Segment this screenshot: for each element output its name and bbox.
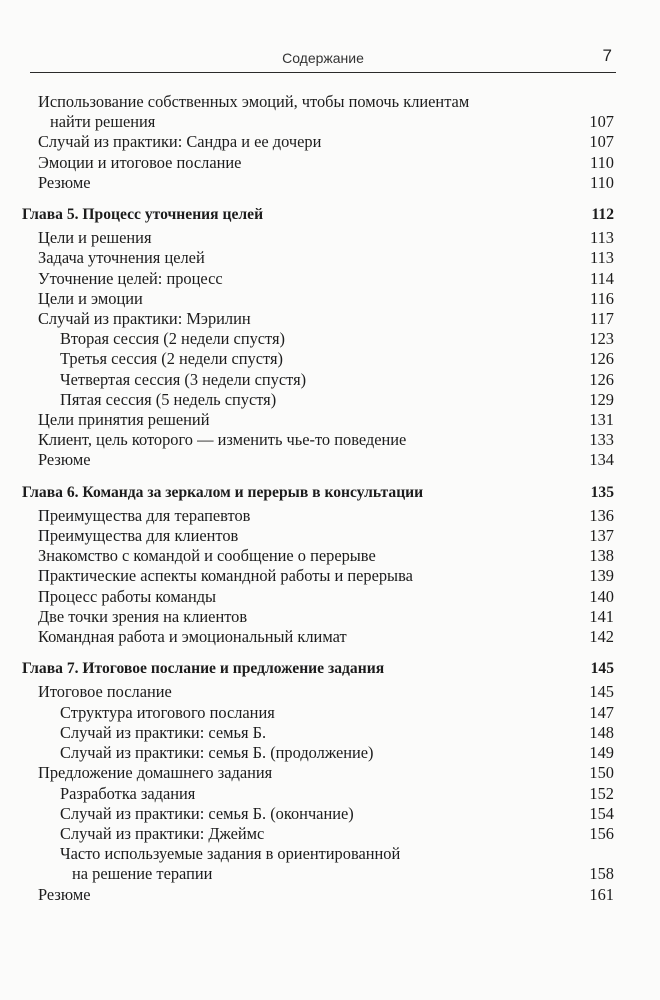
- toc-entry[interactable]: [22, 450, 614, 470]
- toc-entry[interactable]: [22, 546, 614, 566]
- toc-entry-page: 113: [590, 248, 614, 268]
- toc-subentry-page: 154: [589, 803, 614, 823]
- toc-subentry-label: Структура итогового послания: [60, 702, 275, 722]
- toc-entry-label-continued: найти решения: [50, 112, 156, 132]
- toc-entry-label: Использование собственных эмоций, чтобы помочь клиентам: [38, 92, 470, 111]
- toc-entry-page: 110: [590, 152, 614, 172]
- toc-entry-page: 107: [589, 132, 614, 152]
- toc-entry-label: Командная работа и эмоциональный климат: [38, 627, 347, 647]
- toc-entry-label: Уточнение целей: процесс: [38, 268, 223, 288]
- toc-entry-label: Резюме: [38, 884, 91, 904]
- toc-entry[interactable]: [22, 410, 614, 430]
- toc-entry-page: 138: [589, 546, 614, 566]
- toc-entry-page: 140: [589, 586, 614, 606]
- toc-entry-label: Случай из практики: Мэрилин: [38, 309, 251, 329]
- toc-entry-label: Резюме: [38, 450, 91, 470]
- toc-subentry[interactable]: [22, 784, 614, 804]
- toc-subentry-label: Часто используемые задания в ориентированной: [60, 844, 401, 864]
- toc-subentry-page: 158: [589, 864, 614, 884]
- toc-entry[interactable]: [22, 248, 614, 268]
- toc-entry-page: 107: [589, 112, 614, 132]
- toc-entry-label: Процесс работы команды: [38, 586, 217, 606]
- toc-subentry[interactable]: [22, 743, 614, 763]
- toc-entry-page: 139: [589, 566, 614, 586]
- toc-entry[interactable]: [22, 566, 614, 586]
- toc-entry[interactable]: [22, 173, 614, 193]
- toc-subentry[interactable]: [22, 824, 614, 844]
- toc-subentry-label: Случай из практики: Джеймс: [60, 823, 265, 843]
- toc-entry-page: 134: [589, 450, 614, 470]
- toc-subentry-label-continued: на решение терапии: [72, 864, 213, 884]
- toc-entry-label: Резюме: [38, 172, 91, 192]
- toc-entry-page: 142: [589, 627, 614, 647]
- toc-entry[interactable]: [22, 607, 614, 627]
- toc-entry-label: Две точки зрения на клиентов: [38, 606, 248, 626]
- toc-entry-label: Преимущества для клиентов: [38, 526, 239, 546]
- toc-subentry-page: 149: [589, 743, 614, 763]
- toc-chapter-7[interactable]: [22, 659, 614, 679]
- toc-subentry-label: Случай из практики: семья Б.: [60, 722, 267, 742]
- toc-entry-label: Эмоции и итоговое послание: [38, 152, 242, 172]
- toc-entry-page: 116: [590, 288, 614, 308]
- toc-subentry-page: 148: [589, 722, 614, 742]
- toc-entry-page: 117: [590, 309, 614, 329]
- toc-entry-page: 141: [589, 606, 614, 626]
- chapter-page: 145: [590, 660, 614, 678]
- toc-entry[interactable]: [22, 132, 614, 152]
- toc-entry[interactable]: [22, 92, 614, 132]
- header-page-number: 7: [602, 46, 612, 65]
- toc-entry-label: Клиент, цель которого — изменить чье-то поведение: [38, 430, 407, 450]
- toc-subentry-page: 123: [589, 329, 614, 349]
- toc-subentry-label: Случай из практики: семья Б. (окончание): [60, 803, 354, 823]
- chapter-page: 135: [590, 483, 614, 501]
- toc-entry-label: Знакомство с командой и сообщение о перерыве: [38, 546, 376, 566]
- toc-entry-label: Случай из практики: Сандра и ее дочери: [38, 132, 322, 152]
- toc-entry-label: Задача уточнения целей: [38, 248, 205, 268]
- toc-subentry-page: 126: [589, 369, 614, 389]
- toc-entry-label: Итоговое послание: [38, 682, 172, 702]
- toc-entry[interactable]: [22, 682, 614, 702]
- toc-entry[interactable]: [22, 506, 614, 526]
- chapter-page: 112: [591, 206, 614, 224]
- toc-subentry[interactable]: [22, 723, 614, 743]
- toc-subentry-label: Пятая сессия (5 недель спустя): [60, 389, 277, 409]
- toc-chapter-6[interactable]: [22, 483, 614, 503]
- toc-entry[interactable]: [22, 430, 614, 450]
- toc-entry-page: 131: [589, 410, 614, 430]
- toc-entry[interactable]: [22, 627, 614, 647]
- toc-subentry-page: 126: [589, 349, 614, 369]
- toc-entry[interactable]: [22, 228, 614, 248]
- toc-subentry-page: 156: [589, 823, 614, 843]
- chapter-title: Глава 6. Команда за зеркалом и перерыв в консультации: [22, 483, 424, 501]
- toc-entry-page: 137: [589, 526, 614, 546]
- toc-entry-page: 113: [590, 228, 614, 248]
- toc-subentry-label: Вторая сессия (2 недели спустя): [60, 329, 286, 349]
- toc-entry-page: 110: [590, 172, 614, 192]
- table-of-contents: [22, 92, 614, 905]
- toc-entry-label: Предложение домашнего задания: [38, 763, 273, 783]
- toc-entry-label: Цели и эмоции: [38, 288, 143, 308]
- toc-entry-page: 133: [589, 430, 614, 450]
- toc-entry-page: 161: [589, 884, 614, 904]
- chapter-title: Глава 7. Итоговое послание и предложение задания: [22, 660, 385, 678]
- toc-subentry-page: 147: [589, 702, 614, 722]
- toc-entry[interactable]: [22, 526, 614, 546]
- toc-subentry[interactable]: [22, 370, 614, 390]
- header-title: Содержание: [282, 50, 364, 66]
- toc-entry[interactable]: [22, 153, 614, 173]
- toc-entry[interactable]: [22, 885, 614, 905]
- toc-entry-page: 150: [589, 763, 614, 783]
- toc-subentry-label: Разработка задания: [60, 783, 196, 803]
- toc-subentry-page: 152: [589, 783, 614, 803]
- toc-chapter-5[interactable]: [22, 205, 614, 225]
- toc-entry[interactable]: [22, 309, 614, 329]
- toc-subentry[interactable]: [22, 844, 614, 884]
- toc-subentry[interactable]: [22, 804, 614, 824]
- toc-subentry-label: Четвертая сессия (3 недели спустя): [60, 369, 307, 389]
- toc-entry-label: Преимущества для терапевтов: [38, 505, 251, 525]
- toc-entry-page: 114: [590, 268, 614, 288]
- toc-entry[interactable]: [22, 587, 614, 607]
- toc-entry-page: 136: [589, 505, 614, 525]
- toc-entry[interactable]: [22, 763, 614, 783]
- running-header: [30, 46, 616, 73]
- toc-subentry[interactable]: [22, 329, 614, 349]
- toc-entry-label: Цели принятия решений: [38, 410, 210, 430]
- toc-entry[interactable]: [22, 269, 614, 289]
- toc-entry[interactable]: [22, 289, 614, 309]
- toc-entry-label: Цели и решения: [38, 228, 152, 248]
- chapter-title: Глава 5. Процесс уточнения целей: [22, 206, 264, 224]
- toc-entry-label: Практические аспекты командной работы и перерыва: [38, 566, 413, 586]
- toc-entry-page: 145: [589, 682, 614, 702]
- toc-subentry-label: Третья сессия (2 недели спустя): [60, 349, 283, 369]
- toc-subentry-label: Случай из практики: семья Б. (продолжение): [60, 743, 374, 763]
- toc-subentry[interactable]: [22, 390, 614, 410]
- toc-subentry[interactable]: [22, 703, 614, 723]
- toc-subentry-page: 129: [589, 389, 614, 409]
- toc-subentry[interactable]: [22, 349, 614, 369]
